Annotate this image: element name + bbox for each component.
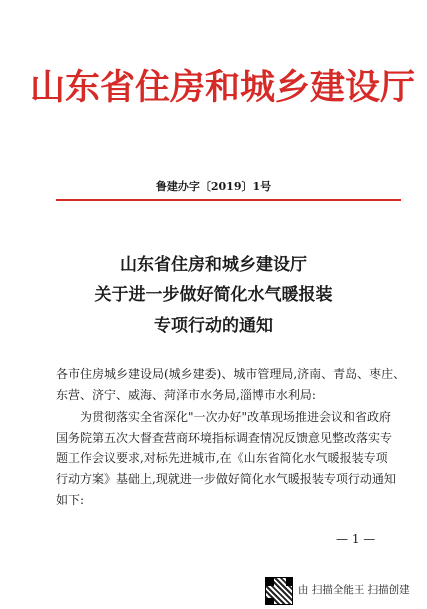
paragraph-line: 为贯彻落实全省深化"一次办好"改革现场推进会议和省政府: [80, 410, 392, 424]
body-paragraph: [56, 407, 401, 511]
recipients: [56, 364, 406, 405]
scanner-watermark: 由 扫描全能王 扫描创建: [298, 584, 410, 596]
paragraph-line: 行动方案》基础上,现就进一步做好简化水气暖报装专项行动通知: [56, 472, 396, 487]
paragraph-line: 如下:: [56, 492, 85, 507]
page-number: — 1 —: [336, 532, 376, 546]
title-line-3: 专项行动的通知: [154, 316, 273, 336]
recipients-line: 东营、济宁、威海、菏泽市水务局,淄博市水利局:: [56, 387, 316, 402]
document-number: 鲁建办字〔2019〕1号: [155, 180, 272, 193]
qr-code-icon: [265, 577, 293, 605]
paragraph-line: 国务院第五次大督查营商环境指标调查情况反馈意见整改落实专: [56, 430, 393, 445]
issuer-header: 山东省住房和城乡建设厅: [30, 67, 416, 108]
red-divider-line: [56, 199, 401, 201]
title-line-1: 山东省住房和城乡建设厅: [120, 255, 307, 275]
recipients-line: 各市住房城乡建设局(城乡建委)、城市管理局,济南、青岛、枣庄、: [56, 367, 406, 381]
title-line-2: 关于进一步做好简化水气暖报装: [94, 285, 333, 305]
paragraph-line: 题工作会议要求,对标先进城市,在《山东省简化水气暖报装专项: [56, 451, 388, 466]
